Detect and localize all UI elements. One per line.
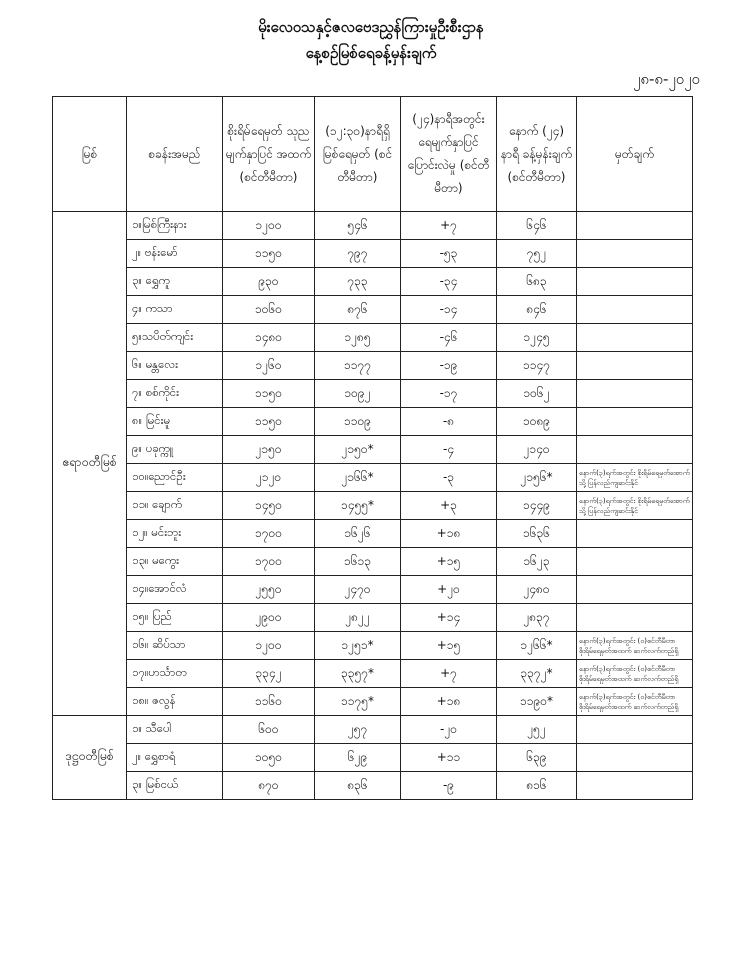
column-header-danger-level: စိုးရိမ်ရေမှတ် သုညမျက်နှာပြင် အထက် (စင်တီမီတာ)	[223, 97, 315, 212]
danger-level: ၁၂၀၀	[223, 212, 315, 240]
level-change: +၁၈	[401, 520, 497, 548]
level-change: +၁၁	[401, 744, 497, 772]
remark	[577, 436, 693, 464]
table-row	[53, 548, 693, 576]
level-change: -၂၀	[401, 716, 497, 744]
current-level: ၁၂၈၅	[315, 324, 401, 352]
table-row	[53, 464, 693, 492]
current-level: ၂၅၇	[315, 716, 401, 744]
danger-level: ၃၃၄၂	[223, 660, 315, 688]
station-name: ၁၄။အောင်လံ	[127, 576, 223, 604]
remark	[577, 772, 693, 800]
station-name: ၁၇။ဟင်္သာတ	[127, 660, 223, 688]
table-body	[53, 212, 693, 800]
level-change: +၁၅	[401, 548, 497, 576]
forecast-level: ၆၃၉	[497, 744, 577, 772]
table-row	[53, 744, 693, 772]
current-level: ၁၁၀၉	[315, 408, 401, 436]
station-name: ၁၁။ ချောက်	[127, 492, 223, 520]
danger-level: ၁၄၅၀	[223, 492, 315, 520]
station-name: ၁၃။ မကွေး	[127, 548, 223, 576]
level-change: +၁၄	[401, 604, 497, 632]
table-row	[53, 296, 693, 324]
table-row	[53, 408, 693, 436]
forecast-level: ၇၅၂	[497, 240, 577, 268]
level-change: -၄၆	[401, 324, 497, 352]
current-level: ၁၀၉၂	[315, 380, 401, 408]
station-name: ၁။ သီပေါ	[127, 716, 223, 744]
table-row	[53, 352, 693, 380]
report-date: ၂၈-၈-၂၀၂၀	[633, 70, 700, 88]
level-change: +၇	[401, 660, 497, 688]
current-level: ၈၇၆	[315, 296, 401, 324]
forecast-level: ၆၈၃	[497, 268, 577, 296]
forecast-level: ၂၁၄၀	[497, 436, 577, 464]
level-change: -၄	[401, 436, 497, 464]
level-change: +၁၈	[401, 688, 497, 716]
danger-level: ၂၁၂၀	[223, 464, 315, 492]
current-level: ၁၂၅၁*	[315, 632, 401, 660]
document-title: မိုးလေဝသနှင့်ဇလဗေဒညွှန်ကြားမှုဦးစီးဌာန	[258, 18, 484, 36]
current-level: ၂၁၆၆*	[315, 464, 401, 492]
level-change: -၅၃	[401, 240, 497, 268]
river-name: ဧရာဝတီမြစ်	[53, 212, 127, 716]
danger-level: ၁၁၅၀	[223, 380, 315, 408]
station-name: ၁၂။ မင်းဘူး	[127, 520, 223, 548]
table-row	[53, 660, 693, 688]
level-change: -၉	[401, 772, 497, 800]
station-name: ၂။ ဗန်းမော်	[127, 240, 223, 268]
remark	[577, 744, 693, 772]
station-name: ၉။ ပခုက္ကူ	[127, 436, 223, 464]
station-name: ၁၀။ညောင်ဦး	[127, 464, 223, 492]
current-level: ၁၁၇၅*	[315, 688, 401, 716]
table-header-row	[53, 97, 693, 212]
current-level: ၁၁၇၇	[315, 352, 401, 380]
level-change: -၁၉	[401, 352, 497, 380]
forecast-level: ၁၁၄၇	[497, 352, 577, 380]
forecast-level: ၁၀၆၂	[497, 380, 577, 408]
danger-level: ၁၂၆၀	[223, 352, 315, 380]
station-name: ၈။ မြင်းမူ	[127, 408, 223, 436]
station-name: ၄။ ကသာ	[127, 296, 223, 324]
column-header-station: စခန်းအမည်	[127, 97, 223, 212]
table-row	[53, 716, 693, 744]
remark	[577, 380, 693, 408]
current-level: ၁၆၁၃	[315, 548, 401, 576]
table-row	[53, 688, 693, 716]
current-level: ၃၃၅၇*	[315, 660, 401, 688]
table-row	[53, 268, 693, 296]
remark	[577, 296, 693, 324]
level-change: -၁၄	[401, 296, 497, 324]
current-level: ၈၃၆	[315, 772, 401, 800]
danger-level: ၁၁၅၀	[223, 240, 315, 268]
station-name: ၂။ ရွှေစာရံ	[127, 744, 223, 772]
document-subtitle: နေ့စဉ်မြစ်ရေခန့်မှန်းချက်	[305, 44, 437, 62]
forecast-level: ၁၂၄၅	[497, 324, 577, 352]
table-row	[53, 240, 693, 268]
level-change: -၈	[401, 408, 497, 436]
remark: နောက်(၃)ရက်အတွင်း (၀)စင်တီမီတာ စိုးရိမ်ရေမှတ်အထက် ဆက်လက်တည်ရှိ	[577, 688, 693, 716]
forecast-level: ၂၅၂	[497, 716, 577, 744]
forecast-level: ၂၈၃၇	[497, 604, 577, 632]
current-level: ၅၄၆	[315, 212, 401, 240]
remark: နောက်(၃)ရက်အတွင်း (၀)စင်တီမီတာ စိုးရိမ်ရေမှတ်အထက် ဆက်လက်တည်ရှိ	[577, 660, 693, 688]
column-header-remark: မှတ်ချက်	[577, 97, 693, 212]
danger-level: ၂၉၀၀	[223, 604, 315, 632]
table-row	[53, 380, 693, 408]
river-level-table	[52, 96, 693, 800]
table-row	[53, 436, 693, 464]
table-row	[53, 632, 693, 660]
forecast-level: ၁၆၃၆	[497, 520, 577, 548]
station-name: ၁၈။ ဇလွန်	[127, 688, 223, 716]
level-change: +၁၅	[401, 632, 497, 660]
forecast-level: ၁၆၂၃	[497, 548, 577, 576]
forecast-level: ၁၄၄၉	[497, 492, 577, 520]
remark	[577, 324, 693, 352]
danger-level: ၁၁၅၀	[223, 408, 315, 436]
forecast-level: ၁၀၈၉	[497, 408, 577, 436]
remark	[577, 520, 693, 548]
current-level: ၂၈၂၂	[315, 604, 401, 632]
remark	[577, 576, 693, 604]
station-name: ၅။သပိတ်ကျင်း	[127, 324, 223, 352]
station-name: ၁။မြစ်ကြီးနား	[127, 212, 223, 240]
current-level: ၇၉၇	[315, 240, 401, 268]
forecast-level: ၆၄၆	[497, 212, 577, 240]
level-change: +၃	[401, 492, 497, 520]
remark	[577, 212, 693, 240]
column-header-current-level: (၁၂:၃၀)နာရီရှိ မြစ်ရေမှတ် (စင်တီမီတာ)	[315, 97, 401, 212]
danger-level: ၉၃၀	[223, 268, 315, 296]
station-name: ၁၆။ ဆိပ်သာ	[127, 632, 223, 660]
station-name: ၆။ မန္တလေး	[127, 352, 223, 380]
remark	[577, 548, 693, 576]
current-level: ၆၂၉	[315, 744, 401, 772]
table-row	[53, 212, 693, 240]
remark	[577, 240, 693, 268]
current-level: ၂၄၇၀	[315, 576, 401, 604]
forecast-level: ၈၁၆	[497, 772, 577, 800]
river-name: ဒုဋ္ဌဝတီမြစ်	[53, 716, 127, 800]
forecast-level: ၂၁၅၆*	[497, 464, 577, 492]
danger-level: ၁၀၅၀	[223, 744, 315, 772]
table-row	[53, 324, 693, 352]
danger-level: ၁၁၆၀	[223, 688, 315, 716]
danger-level: ၁၄၈၀	[223, 324, 315, 352]
station-name: ၃။ မြစ်ငယ်	[127, 772, 223, 800]
danger-level: ၁၇၀၀	[223, 548, 315, 576]
table-row	[53, 772, 693, 800]
level-change: -၃	[401, 464, 497, 492]
forecast-level: ၁၁၉၀*	[497, 688, 577, 716]
danger-level: ၈၇၀	[223, 772, 315, 800]
danger-level: ၁၇၀၀	[223, 520, 315, 548]
station-name: ၁၅။ ပြည်	[127, 604, 223, 632]
forecast-level: ၈၄၆	[497, 296, 577, 324]
level-change: +၇	[401, 212, 497, 240]
current-level: ၁၆၂၆	[315, 520, 401, 548]
table-row	[53, 604, 693, 632]
column-header-forecast: နောက် (၂၄) နာရီ ခန့်မှန်းချက် (စင်တီမီတာ)	[497, 97, 577, 212]
remark	[577, 352, 693, 380]
danger-level: ၆၀၀	[223, 716, 315, 744]
table-row	[53, 576, 693, 604]
remark	[577, 268, 693, 296]
remark	[577, 408, 693, 436]
remark	[577, 604, 693, 632]
level-change: +၂၀	[401, 576, 497, 604]
table-row	[53, 492, 693, 520]
station-name: ၇။ စစ်ကိုင်း	[127, 380, 223, 408]
forecast-level: ၁၂၆၆*	[497, 632, 577, 660]
current-level: ၇၃၃	[315, 268, 401, 296]
forecast-level: ၃၃၇၂*	[497, 660, 577, 688]
level-change: -၃၄	[401, 268, 497, 296]
table-row	[53, 520, 693, 548]
remark: နောက်(၃)ရက်အတွင်း စိုးရိမ်ရေမှတ်အောက်သို့ ပြန်လည်ကျဆင်းနိုင်	[577, 492, 693, 520]
column-header-river: မြစ်	[53, 97, 127, 212]
current-level: ၁၄၅၅*	[315, 492, 401, 520]
current-level: ၂၁၅၀*	[315, 436, 401, 464]
danger-level: ၁၂၀၀	[223, 632, 315, 660]
level-change: -၁၇	[401, 380, 497, 408]
danger-level: ၁၀၆၀	[223, 296, 315, 324]
remark	[577, 716, 693, 744]
remark: နောက်(၃)ရက်အတွင်း (၀)စင်တီမီတာ စိုးရိမ်ရေမှတ်အထက် ဆက်လက်တည်ရှိ	[577, 632, 693, 660]
danger-level: ၂၁၅၀	[223, 436, 315, 464]
column-header-change: (၂၄)နာရီအတွင်း ရေမျက်နှာပြင် ပြောင်းလဲမှု (စင်တီမီတာ)	[401, 97, 497, 212]
danger-level: ၂၅၅၀	[223, 576, 315, 604]
forecast-level: ၂၄၈၀	[497, 576, 577, 604]
remark: နောက်(၃)ရက်အတွင်း စိုးရိမ်ရေမှတ်အောက်သို့ ပြန်လည်ကျဆင်းနိုင်	[577, 464, 693, 492]
station-name: ၃။ ရွှေကူ	[127, 268, 223, 296]
